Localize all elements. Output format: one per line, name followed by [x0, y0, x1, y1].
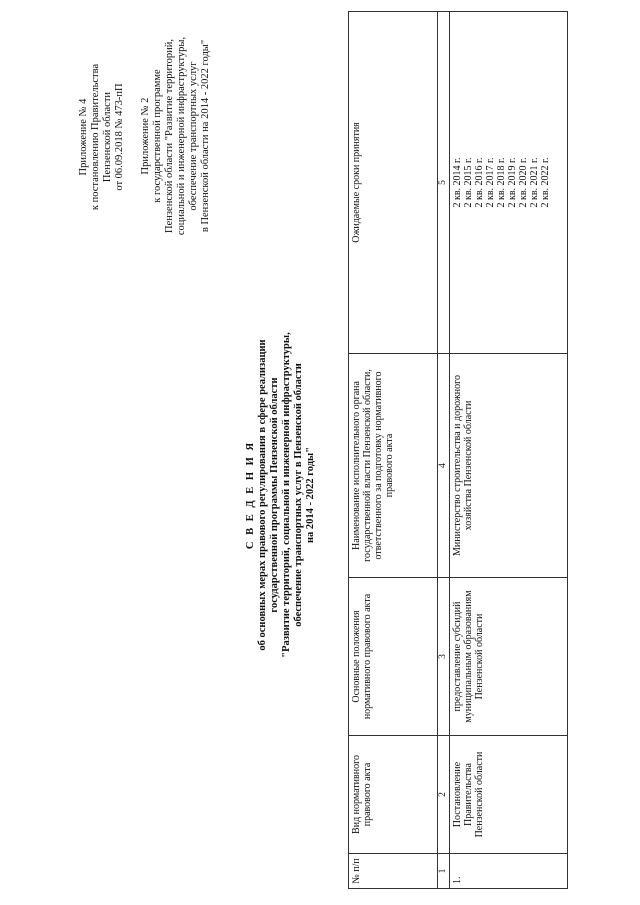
appendix-4-line: к постановлению Правительства: [90, 63, 101, 211]
header-cell-provisions: Основные положения нормативного правового акта: [349, 578, 438, 736]
document-title: [245, 215, 317, 775]
appendix-2-line: социальной и инженерной инфраструктуры,: [176, 36, 187, 236]
table-header-row: [349, 12, 438, 889]
legal-measures-table: [348, 11, 568, 889]
appendix-2-header: [140, 22, 212, 250]
title-line: об основных мерах правового регулирования в сфере реализации: [257, 339, 268, 651]
deadlines-cell: [450, 12, 568, 354]
table-row: [450, 12, 568, 889]
deadline-item: 2 кв. 2018 г.: [496, 157, 507, 208]
header-cell-responsible: Наименование исполнительного органа государственной власти Пензенской области, ответственного за подготовку нормативного правового акта: [349, 354, 438, 578]
title-line: на 2014 - 2022 годы": [305, 446, 316, 544]
column-number: 4: [438, 354, 450, 578]
deadline-item: 2 кв. 2014 г.: [452, 157, 463, 208]
title-line: государственной программы Пензенской области: [269, 377, 280, 613]
appendix-4-header: [78, 37, 126, 237]
appendix-2-line: к государственной программе: [152, 69, 163, 203]
row-number-cell: 1.: [450, 854, 568, 889]
column-number: 3: [438, 578, 450, 736]
appendix-2-line: Пензенской области "Развитие территорий,: [164, 39, 175, 233]
title-line: "Развитие территорий, социальной и инженерной инфраструктуры,: [281, 332, 292, 658]
responsible-cell: Министерство строительства и дорожного хозяйства Пензенской области: [450, 354, 568, 578]
appendix-4-line: Пензенской области: [102, 91, 113, 183]
deadline-item: 2 кв. 2017 г.: [485, 157, 496, 208]
column-number: 1: [438, 854, 450, 889]
appendix-2-line: обеспечение транспортных услуг: [188, 61, 199, 211]
deadline-item: 2 кв. 2015 г.: [463, 157, 474, 208]
deadline-item: 2 кв. 2016 г.: [474, 157, 485, 208]
appendix-4-line: от 06.09.2018 № 473-пП: [114, 83, 125, 191]
deadline-item: 2 кв. 2021 г.: [529, 157, 540, 208]
title-heading: С В Е Д Е Н И Я: [245, 440, 256, 550]
column-number: 5: [438, 12, 450, 354]
appendix-2-line: в Пензенской области на 2014 - 2022 годы": [200, 39, 211, 233]
table-column-numbers-row: [438, 12, 450, 889]
appendix-2-line: Приложение № 2: [140, 97, 151, 175]
deadline-item: 2 кв. 2019 г.: [507, 157, 518, 208]
deadline-item: 2 кв. 2020 г.: [518, 157, 529, 208]
column-number: 2: [438, 736, 450, 854]
title-line: обеспечение транспортных услуг в Пензенской области: [293, 363, 304, 627]
provisions-cell: предоставление субсидий муниципальным образованиям Пензенской области: [450, 578, 568, 736]
header-cell-number: № п/п: [349, 854, 438, 889]
header-cell-act-type: Вид нормативного правового акта: [349, 736, 438, 854]
deadline-item: 2 кв. 2022 г.: [540, 157, 551, 208]
header-cell-deadlines: Ожидаемые сроки принятия: [349, 12, 438, 354]
act-type-cell: Постановление Правительства Пензенской области: [450, 736, 568, 854]
appendix-4-line: Приложение № 4: [78, 98, 89, 176]
